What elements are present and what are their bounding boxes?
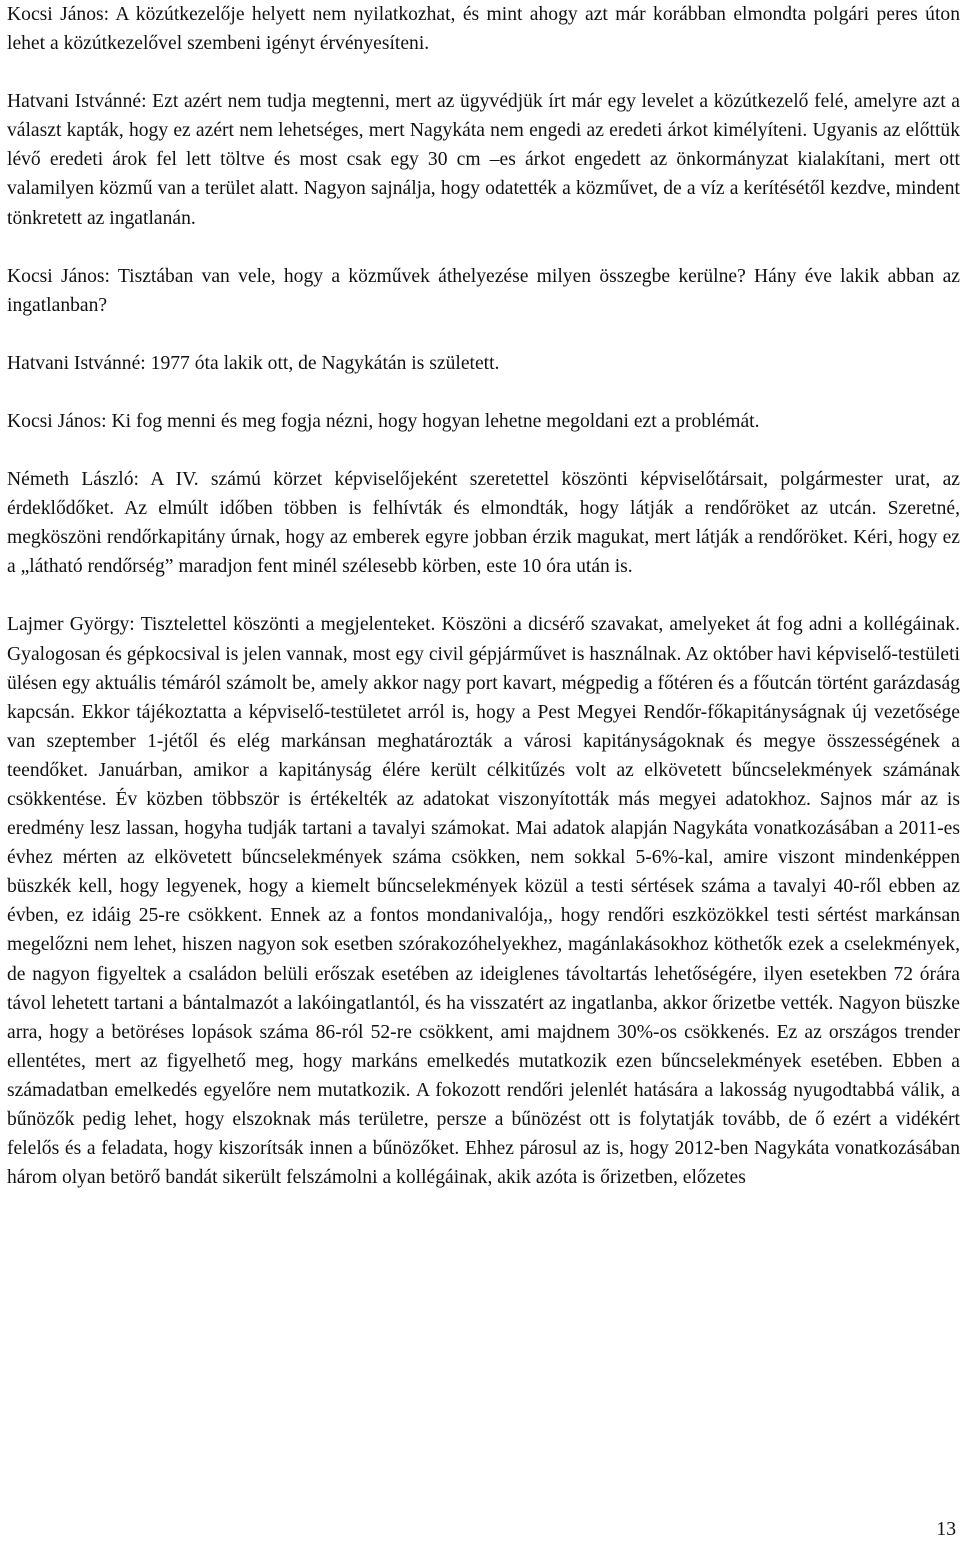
paragraph-kocsi-1: Kocsi János: A közútkezelője helyett nem nyilatkozhat, és mint ahogy azt már korábban elmondta polgári peres úton lehet a közútkezelővel szembeni igényt érvényesíteni. (7, 4, 960, 55)
page-number: 13 (936, 1519, 956, 1540)
paragraph-nemeth: Németh László: A IV. számú körzet képviselőjeként szeretettel köszönti képviselőtársait, polgármester urat, az érdeklődőket. Az elmúlt időben többen is felhívták és elmondták, hogy látják a rendőröket az utcán. Szeretné, megköszöni rendőrkapitány úrnak, hogy az emberek egyre jobban érzik magukat, mert látják a rendőröket. Kéri, hogy ez a „látható rendőrség” maradjon fent minél szélesebb körben, este 10 óra után is. (7, 469, 960, 578)
paragraph-kocsi-3: Kocsi János: Ki fog menni és meg fogja nézni, hogy hogyan lehetne megoldani ezt a problémát. (7, 410, 760, 432)
paragraph-lajmer: Lajmer György: Tisztelettel köszönti a megjelenteket. Köszöni a dicsérő szavakat, amelyeket át fog adni a kollégáinak. Gyalogosan és gépkocsival is jelen vannak, most egy civil gépjárművet is használnak. Az október havi képviselő-testületi ülésen egy aktuális témáról számolt be, amely akkor nagy port kavart, mégpedig a főtéren és a főutcán történt garázdaság kapcsán. Ekkor tájékoztatta a képviselő-testületet arról is, hogy a Pest Megyei Rendőr-főkapitányságnak új vezetősége van szeptember 1-jétől és elég markánsan meghatározták a városi kapitányságoknak és megye összességének a teendőket. Januárban, amikor a kapitányság élére került célkitűzés volt az elkövetett bűncselekmények számának csökkentése. Év közben többször is értékelték az adatokat viszonyították más megyei adatokhoz. Sajnos már az is eredmény lesz lassan, hogyha tudják tartani a tavalyi számokat. Mai adatok alapján Nagykáta vonatkozásában a 2011-es évhez mérten az elkövetett bűncselekmények száma csökken, nem sokkal 5-6%-kal, amire viszont mindenképpen büszkék kell, hogy legyenek, hogy a kiemelt bűncselekmények közül a testi sértések száma a tavalyi 40-ről ebben az évben, ez idáig 25-re csökkent. Ennek az a fontos mondanivalója,, hogy rendőri eszközökkel testi sértést markánsan megelőzni nem lehet, hiszen nagyon sok esetben szórakozóhelyekhez, magánlakásokhoz köthetők ezek a cselekmények, de nagyon figyeltek a családon belüli erőszak esetében az ideiglenes távoltartás lehetőségére, ilyen esetekben 72 órára távol lehetett tartani a bántalmazót a lakóingatlantól, és ha visszatért az ingatlanba, akkor őrizetbe vették. Nagyon büszke arra, hogy a betöréses lopások száma 86-ról 52-re csökkent, ami majdnem 30%-os csökkenés. Ez az országos trender ellentétes, mert az figyelhető meg, hogy markáns emelkedés mutatkozik ezen bűncselekmények esetében. Ebben a számadatban emelkedés egyelőre nem mutatkozik. A fokozott rendőri jelenlét hatására a lakosság nyugodtabbá válik, a bűnözők pedig lehet, hogy elszoknak más területre, persze a bűnözést ott is folytatják tovább, de ő ezért a vidékért felelős és a feladata, hogy kiszorítsák innen a bűnözőket. Ehhez párosul az is, hogy 2012-ben Nagykáta vonatkozásában három olyan betörő bandát sikerült felszámolni a kollégáinak, akik azóta is őrizetben, előzetes (7, 614, 960, 1189)
paragraph-hatvani-1: Hatvani Istvánné: Ezt azért nem tudja megtenni, mert az ügyvédjük írt már egy levelet a közútkezelő felé, amelyre azt a választ kapták, hogy ez azért nem lehetséges, mert Nagykáta nem engedi az eredeti árkot kimélyíteni. Ugyanis az előttük lévő eredeti árok fel lett töltve és most csak egy 30 cm –es árkot engedett az önkormányzat kialakítani, mert ott valamilyen közmű van a terület alatt. Nagyon sajnálja, hogy odatették a közművet, de a víz a kerítésétől kezdve, mindent tönkretett az ingatlanán. (7, 91, 960, 229)
document-body (7, 0, 960, 1221)
paragraph-hatvani-2: Hatvani Istvánné: 1977 óta lakik ott, de Nagykátán is született. (7, 352, 500, 374)
paragraph-kocsi-2: Kocsi János: Tisztában van vele, hogy a közművek áthelyezése milyen összegbe kerülne? Hány éve lakik abban az ingatlanban? (7, 265, 960, 316)
